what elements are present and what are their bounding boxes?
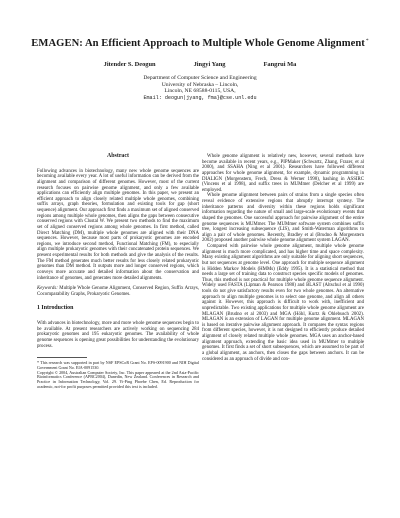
abstract-body: Following advances in biotechnology, many new whole genome sequences are becoming available every year. A lot of useful information can be derived from the alignment and comparison of different genomes. However, most of the current research focuses on pairwise genome alignment, and only a few available applications can efficiently align multiple genomes. In this paper, we present an efficient approach to align closely related multiple whole genomes, combining suffix arrays, graph theories, formulation and existing tools for gap (short sequence) alignment. Our approach first finds a maximum set of aligned conserved regions among multiple whole genomes, then aligns the gaps between consecutive conserved regions with Clustal W. We present two methods to find the maximum set of aligned conserved regions among whole genomes. In first method, called Direct Matching (DM), multiple whole genomes are aligned with their DNA sequences. However, because most parts of prokaryotic genomes are encoded regions, we introduce second method, Functional Matching (FM), to especially align multiple prokaryotic genomes with their concatenated protein sequences. We present experimental results for both methods and give the analysis of the results. The FM method generates much better results for less closely related prokaryotic genomes than DM method. It outputs more and longer conserved regions, which conveys more accurate and detailed information about the conservation and inheritance of genomes, and generates more detailed alignments. bbox=[37, 168, 199, 281]
intro-heading: 1 Introduction bbox=[37, 305, 74, 312]
affiliation-block bbox=[0, 75, 400, 102]
author-name: Jitender S. Deogun bbox=[103, 61, 156, 68]
title-text: EMAGEN: An Efficient Approach to Multiple Whole Genome Alignment bbox=[31, 38, 365, 49]
footnote-copyright: Copyright © 2004, Australian Computer Society, Inc. This paper appeared at the 2nd Asia-Pacific Bioinformatics Conference (APBC2004), Dunedin, New Zealand. Conferences in Research and Practice in Information Technology, Vol. 29. Yi-Ping Phoebe Chen, Ed. Reproduction for academic, not-for profit purposes permitted provided this text is included. bbox=[37, 369, 199, 389]
keywords-label: Keywords: bbox=[37, 286, 58, 292]
footnote-funding: * This research was supported in part by NSF EPSCoR Grant No. EPS-0091900 and NIH Digital Government Grant No. EIA-0091530. bbox=[37, 360, 199, 370]
body-paragraph: Whole genome alignment between pairs of strains from a single species often reveal evidence of extensive regions that abruptly interrupt synteny. The inheritance patterns and diversity within these regions holds significant information regarding the nature of small and large-scale evolutionary events that shaped the genomes. One successful approach for pairwise alignment of the entire genome sequences is MUMmer. The MUMmer software system combines suffix tree, longest increasing subsequence (LIS), and Smith-Waterman algorithms to align a pair of whole genomes. Recently, Bradley et al (Brudno & Morgenstern 2002) proposed another pairwise whole genome alignment system LAGAN. bbox=[202, 193, 364, 244]
title-footnote-mark: * bbox=[365, 38, 369, 44]
affiliation-city: Lincoln, NE 68588-0115, USA, bbox=[164, 88, 236, 95]
keywords bbox=[37, 286, 199, 297]
right-column bbox=[202, 154, 364, 362]
body-paragraph: Compared with pairwise whole genome alignment, multiple whole genome alignment is much more complicated, and has higher time and space complexity. Many existing alignment algorithms are only suitable for aligning short sequences, but not sequences at genome level. One approach for multiple sequence alignment is Hidden Markov Models (HMMs) (Eddy 1995). It is a statistical method that needs a large set of training data to construct species specific models of genomes. Thus, this method is not practical for multiple whole genome sequence alignment. Widely used FASTA (Lipman & Pearson 1988) and BLAST (Altschul et al 1990) tools do not give satisfactory results even for two whole genomes. An alternative approach to align multiple genomes is to select one genome, and align all others against it. However, this approach is difficult to work with, inefficient and unpredictable. Two existing applications for multiple whole genome alignment are MLAGAN (Brudno et al 2003) and MGA (Höhl, Kurtz & Ohlebusch 2002). MLAGAN is an extension of LAGAN for multiple genome alignment. MLAGAN is based on iterative pairwise alignment approach. It compares the syntax regions from different species, however, it is not designed to efficiently produce detailed alignment of closely related multiple whole genomes. MGA uses an anchor-based alignment approach, extending the basic idea used in MUMmer to multiple genomes. It first finds a set of short subsequences, which are assumed to be part of a global alignment, as anchors, then closes the gaps between anchors. It can be considered as an approach of divide and con- bbox=[202, 244, 364, 362]
author-name: Jingyi Yang bbox=[193, 61, 226, 68]
body-paragraph: Whole genome alignment is relatively new, however, several methods have become available in recent years, e.g., PIPMaker (Schwartz, Zhang, Frazer, et al 2000), and SSAHA (Ning et al 2001). Researchers have followed different approaches for whole genome alignment, for example, dynamic programming in DIALIGN (Morgenstern, Frech, Dress & Werner 1998), hashing in ASSIRC (Vincens et al 1998), and suffix trees in MUMmer (Delcher et al 1999) are employed. bbox=[202, 154, 364, 193]
affiliation-dept: Department of Computer Science and Engineering bbox=[143, 75, 257, 81]
author-name: Fangrui Ma bbox=[263, 61, 297, 68]
keywords-text: Multiple Whole Genome Alignment, Conserved Region, Suffix Arrays, Cocomparability Graphs, Prokaryotic Genomes. bbox=[37, 286, 199, 297]
affiliation-univ: University of Nebraska – Lincoln, bbox=[161, 81, 239, 88]
intro-body: With advances in biotechnology, more and more whole genome sequences begin to be available. At present researchers are actively working on sequencing 284 prokaryotic genomes and 195 eukaryotic genomes. The availability of whole genome sequences is opening great possibilities for understanding the evolutionary process. bbox=[37, 321, 199, 349]
footnote-rule bbox=[37, 357, 87, 358]
affiliation-email: Email: deogun|jyang, fma}@cse.unl.edu bbox=[143, 95, 257, 102]
abstract-heading: Abstract bbox=[107, 153, 129, 159]
left-column bbox=[37, 154, 199, 390]
paper-title bbox=[0, 38, 400, 49]
author-list bbox=[0, 61, 400, 68]
